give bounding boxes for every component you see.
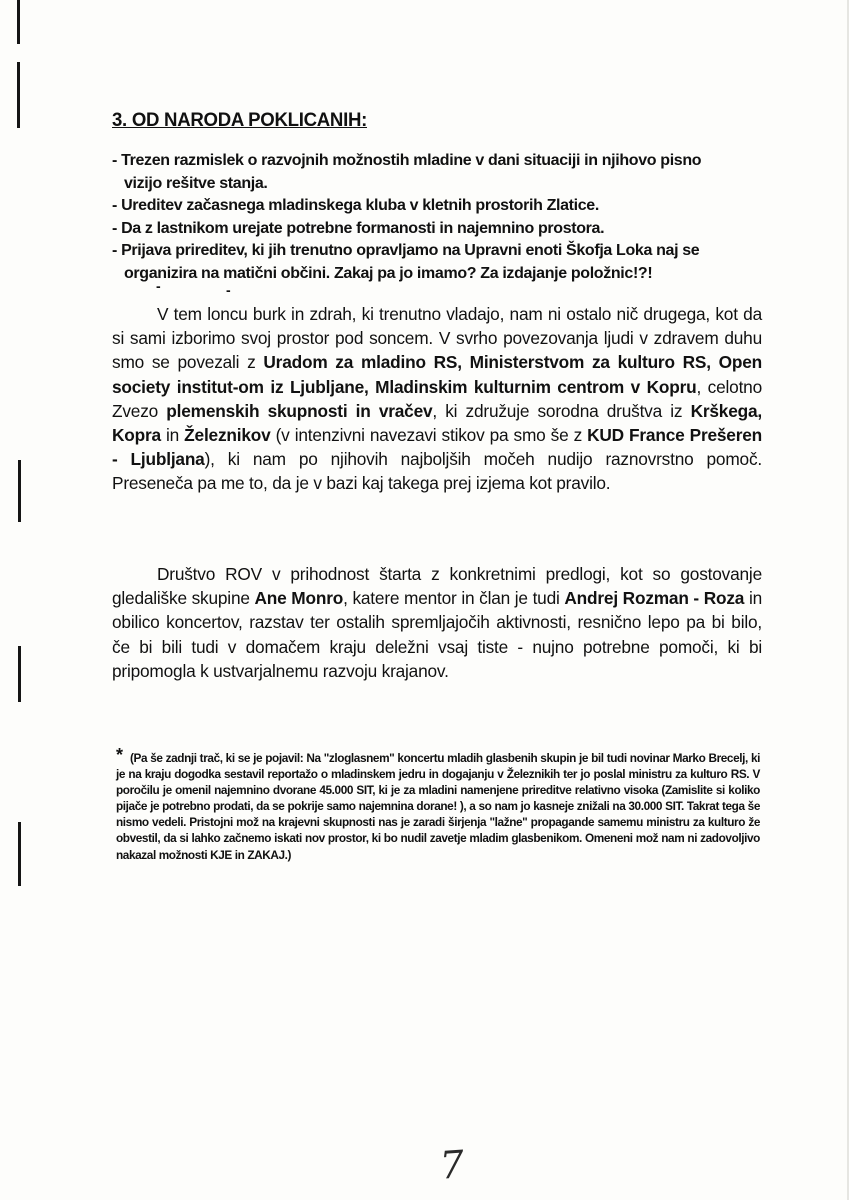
bullet-text: - Prijava prireditev, ki jih trenutno opravljamo na Upravni enoti Škofja Loka naj se organizira na matični občini. Zakaj pa jo imamo? Za izdajanje položnic!?! [112,242,700,282]
bold-text-run: Ane Monro [254,588,344,609]
bold-text-run: Uradom za mladino RS, Ministerstvom za kulturo RS, Open society institut-om iz Ljubljane, Mladinskim kulturnim centrom v Kopru [112,352,762,397]
footnote [116,750,760,863]
text-run: in [160,425,185,446]
bold-text-run: KUD France Prešeren - Ljubljana [112,425,762,470]
list-item [112,240,772,285]
list-item [112,150,772,195]
footnote-text: (Pa še zadnji trač, ki se je pojavil: Na "zloglasnem" koncertu mladih glasbenih skupin je bil tudi novinar Marko Brecelj, ki je na kraju dogodka sestavil reportažo o mladinskem jedru in dogajanju v Železnikih ter jo poslal ministru za kulturo RS. V poročilu je omenil najemnino dvorane 45.000 SIT, ki je za mladini namenjene prireditve relativno visoka (Zamislite si koliko pijače je potrebno prodati, da se pokrije samo najemnina dorane! ), a so nam jo kasneje znižali na 30.000 SIT. Takrat tega še nismo vedeli. Pristojni mož na krajevni skupnosti nas je zaradi širjenja "lažne" propagande samemu ministru za kulturo že obvestil, da si lahko začnemo iskati nov prostor, ki bo nudil zavetje mladim glasbenikom. Omeneni mož nam ni zadovoljivo nakazal možnosti KJE in ZAKAJ.) [116,751,760,862]
scan-margin-mark [18,822,21,886]
bullet-text: - Da z lastnikom urejate potrebne formanosti in najemnino prostora. [112,219,605,237]
bold-text-run: Krškega, Kopra [112,400,762,446]
bold-text-run: Železnikov [184,425,271,446]
text-run: , celotno Zvezo [112,376,762,421]
text-run: V tem loncu burk in zdrah, ki trenutno vladajo, nam ni ostalo nič drugega, kot da si sami izborimo svoj prostor pod soncem. V svrho povezovanja ljudi v zdravem duhu smo se povezali z [112,304,762,373]
paragraph-2 [112,562,762,683]
list-item [112,218,772,241]
footnote-marker: * [116,745,124,765]
bullet-text-continuation: vizijo rešitve stanja. [124,174,268,192]
scan-margin-mark [17,62,20,128]
text-run: (v intenzivni navezavi stikov pa smo še z [270,425,588,446]
text-run: , katere mentor in član je tudi [343,588,565,609]
list-item [112,195,772,218]
scan-speck: - [156,278,161,294]
text-run: Društvo ROV v prihodnost štarta z konkretnimi predlogi, kot so gostovanje gledališke skupine [112,564,762,609]
scan-margin-mark [18,460,21,522]
page-number: 7 [438,1142,466,1188]
text-run: in obilico koncertov, razstav ter ostalih spremljajočih aktivnosti, resnično lepo pa bi bilo, če bi bili tudi v domačem kraju deležni vsaj tiste - nujno potrebne pomoči, ki bi pripomogla k ustvarjalnemu razvoju krajanov. [112,588,763,681]
scan-speck: - [226,282,231,298]
bullet-text: - Ureditev začasnega mladinskega kluba v kletnih prostorih Zlatice. [112,197,599,214]
section-heading: 3. OD NARODA POKLICANIH: [112,110,368,131]
bold-text-run: plemenskih skupnosti in vračev [166,400,433,421]
scan-margin-mark [18,646,21,702]
bullet-text: - Trezen razmislek o razvojnih možnostih mladine v dani situaciji in njihovo pisno [112,152,702,169]
bullet-list [112,150,772,285]
paragraph-1 [112,302,762,496]
scan-margin-mark [17,0,20,44]
bold-text-run: Andrej Rozman - Roza [564,588,745,609]
text-run: , ki združuje sorodna društva iz [432,400,691,421]
text-run: ), ki nam po njihovih najboljših močeh nudijo raznovrstno pomoč. Preseneča pa me to, da je v bazi kaj takega prej izjema kot pravilo. [112,449,762,494]
